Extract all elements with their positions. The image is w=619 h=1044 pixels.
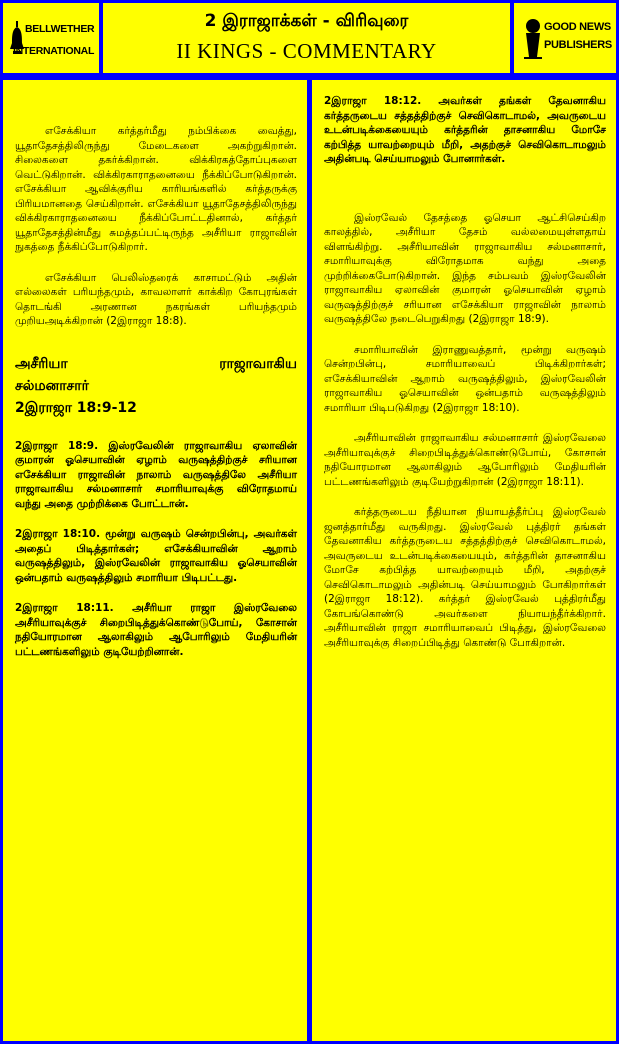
heading-line2: சல்மனாசார் xyxy=(15,377,89,394)
verse: 2இராஜா 18:11. அசீரியா ராஜா இஸ்ரவேலை அசீரியாவுக்குச் சிறைபிடித்துக்கொண்டுபோய், கோசான் நதியோரமான ஆலாகிலும் ஆபோரிலும் மேதியரின் பட்டணங்களிலும் குடியேற்றினான். xyxy=(15,602,297,658)
heading-line3: 2இராஜா 18:9-12 xyxy=(15,399,137,416)
title-tamil: 2 இராஜாக்கள் - விரிவுரை xyxy=(204,11,409,31)
paragraph: எசேக்கியா கர்த்தர்மீது நம்பிக்கை வைத்து, யூதாதேசத்திலிருந்து மேடைகளை அகற்றுகிறான். சிலைகளை தகர்க்கிறான். விக்கிரகத்தோப்புகளை வெட்டுகிறான். விக்கிரகாராதனையை நீக்கிப்போடுகிறான். எசேக்கியா ஆவிக்குரிய காரியங்களில் கர்த்தருக்கு பிரியமானதை செய்கிறான். எசேக்கியா யூதாதேசத்திலிருந்து விக்கிரகாராதனையை நீக்கிப்போட்டதினால், கர்த்தர் யூதாதேசத்தின்மீது சுமத்தப்பட்டிருந்த அசீரியா ராஜாவின் நுகத்தை நீக்கிப்போடுகிறார். xyxy=(15,125,297,253)
verse: 2இராஜா 18:9. இஸ்ரவேலின் ராஜாவாகிய ஏலாவின் குமாரன் ஓசெயாவின் ஏழாம் வருஷத்திற்குச் சரியான எசேக்கியா ராஜாவின் நாலாம் வருஷத்திலே அசீரியா ராஜாவாகிய சல்மனாசார் சமாரியாவுக்கு விரோதமாய் வந்து அதை முற்றிக்கை போட்டான். xyxy=(15,439,297,510)
paragraph: கர்த்தருடைய நீதியான நியாயத்தீர்ப்பு இஸ்ரவேல் ஜனத்தார்மீது வருகிறது. இஸ்ரவேல் புத்திரர் தங்கள் தேவனாகிய கர்த்தருடைய சத்தத்திற்குச் செவிகொடாமல், அவருடைய உடன்படிக்கையையும், கர்த்தரின் தாசனாகிய மோசே கற்பித்த யாவற்றையும் மீறி, அதற்குச் செவிகொடாமலும் அதின்படி செய்யாமலும் போகிறார்கள் (2இராஜா 18:12). கர்த்தர் இஸ்ரவேல் புத்திரர்மீது கோபங்கொண்டு அவர்களை நியாயந்தீர்க்கிறார். அசீரியாவின் ராஜா சமாரியாவைப் பிடித்து, இஸ்ரவேலை அசீரியாவுக்கு சிறைப்பிடித்து கொண்டு போகிறான். xyxy=(324,506,606,649)
verse: 2இராஜா 18:12. அவர்கள் தங்கள் தேவனாகிய கர்த்தருடைய சத்தத்திற்குச் செவிகொடாமல், அவருடைய உடன்படிக்கையையும் கர்த்தரின் தாசனாகிய மோசே கற்பித்த யாவற்றையும் மீறி, அதற்குச் செவிகொடாமலும் அதின்படி செய்யாமலும் போனார்கள். xyxy=(324,95,606,165)
logo-left-line1: BELLWETHER xyxy=(25,23,95,35)
paragraph: எசேக்கியா பெலிஸ்தரைக் காசாமட்டும் அதின் எல்லைகள் பரியந்தமும், காவலாளர் காக்கிற கோபுரங்கள் தொடங்கி அரணான நகரங்கள் பரியந்தமும் முறியஅடிக்கிறான் (2இராஜா 18:8). xyxy=(15,271,297,327)
paragraph: இஸ்ரவேல் தேசத்தை ஓசெயா ஆட்சிசெய்கிற காலத்தில், அசீரியா தேசம் வல்லமையுள்ளதாய் விளங்கிற்று. அசீரியாவின் ராஜாவாகிய சல்மனாசார், சமாரியாவுக்கு விரோதமாக வந்து அதை முற்றிக்கைபோடுகிறான். இந்த சம்பவம் இஸ்ரவேலின் ராஜாவாகிய ஏலாவின் குமாரன் ஓசெயாவின் ஏழாம் வருஷத்திற்குச் சரியான எசேக்கியா ராஜாவின் நாலாம் வருஷத்திலே நடைபெறுகிறது (2இராஜா 18:9). xyxy=(324,211,606,325)
verse: 2இராஜா 18:10. மூன்று வருஷம் சென்றபின்பு, அவர்கள் அதைப் பிடித்தார்கள்; எசேக்கியாவின் ஆறாம் வருஷத்திலும், இஸ்ரவேலின் ராஜாவாகிய ஓசெயாவின் ஒன்பதாம் வருஷத்திலும் சமாரியா பிடிபட்டது. xyxy=(15,528,297,584)
title-box xyxy=(103,3,510,73)
section-heading xyxy=(15,353,297,419)
good-news-logo xyxy=(514,3,616,73)
paragraph: அசீரியாவின் ராஜாவாகிய சல்மனாசார் இஸ்ரவேலை அசீரியாவுக்குச் சிறைபிடித்துக்கொண்டுபோய், கோசான் நதியோரமான ஆலாகிலும் ஆபோரிலும் மேதியரின் பட்டணங்களிலும் குடியேற்றுகிறான் (2இராஜா 18:11). xyxy=(324,432,606,488)
globe-hands-icon xyxy=(524,17,542,59)
logo-right-line1: GOOD NEWS xyxy=(544,21,611,33)
title-english: II KINGS - COMMENTARY xyxy=(176,39,437,63)
right-column xyxy=(312,80,616,1041)
logo-left-line2: INTERNATIONAL xyxy=(13,45,95,57)
heading-line1 xyxy=(15,353,297,375)
paragraph: சமாரியாவின் இராணுவத்தார், மூன்று வருஷம் சென்றபின்பு, சமாரியாவைப் பிடிக்கிறார்கள்; எசேக்கியாவின் ஆறாம் வருஷத்திலும், இஸ்ரவேலின் ராஜாவாகிய ஓசெயாவின் ஒன்பதாம் வருஷத்திலும் சமாரியா பிடிபடுகிறது (2இராஜா 18:10). xyxy=(324,343,606,414)
heading-word: ராஜாவாகிய xyxy=(219,355,297,372)
left-column xyxy=(3,80,307,1041)
heading-word: அசீரியா xyxy=(15,355,68,372)
logo-right-line2: PUBLISHERS xyxy=(544,39,612,51)
header xyxy=(0,0,619,76)
bellwether-logo xyxy=(3,3,99,73)
